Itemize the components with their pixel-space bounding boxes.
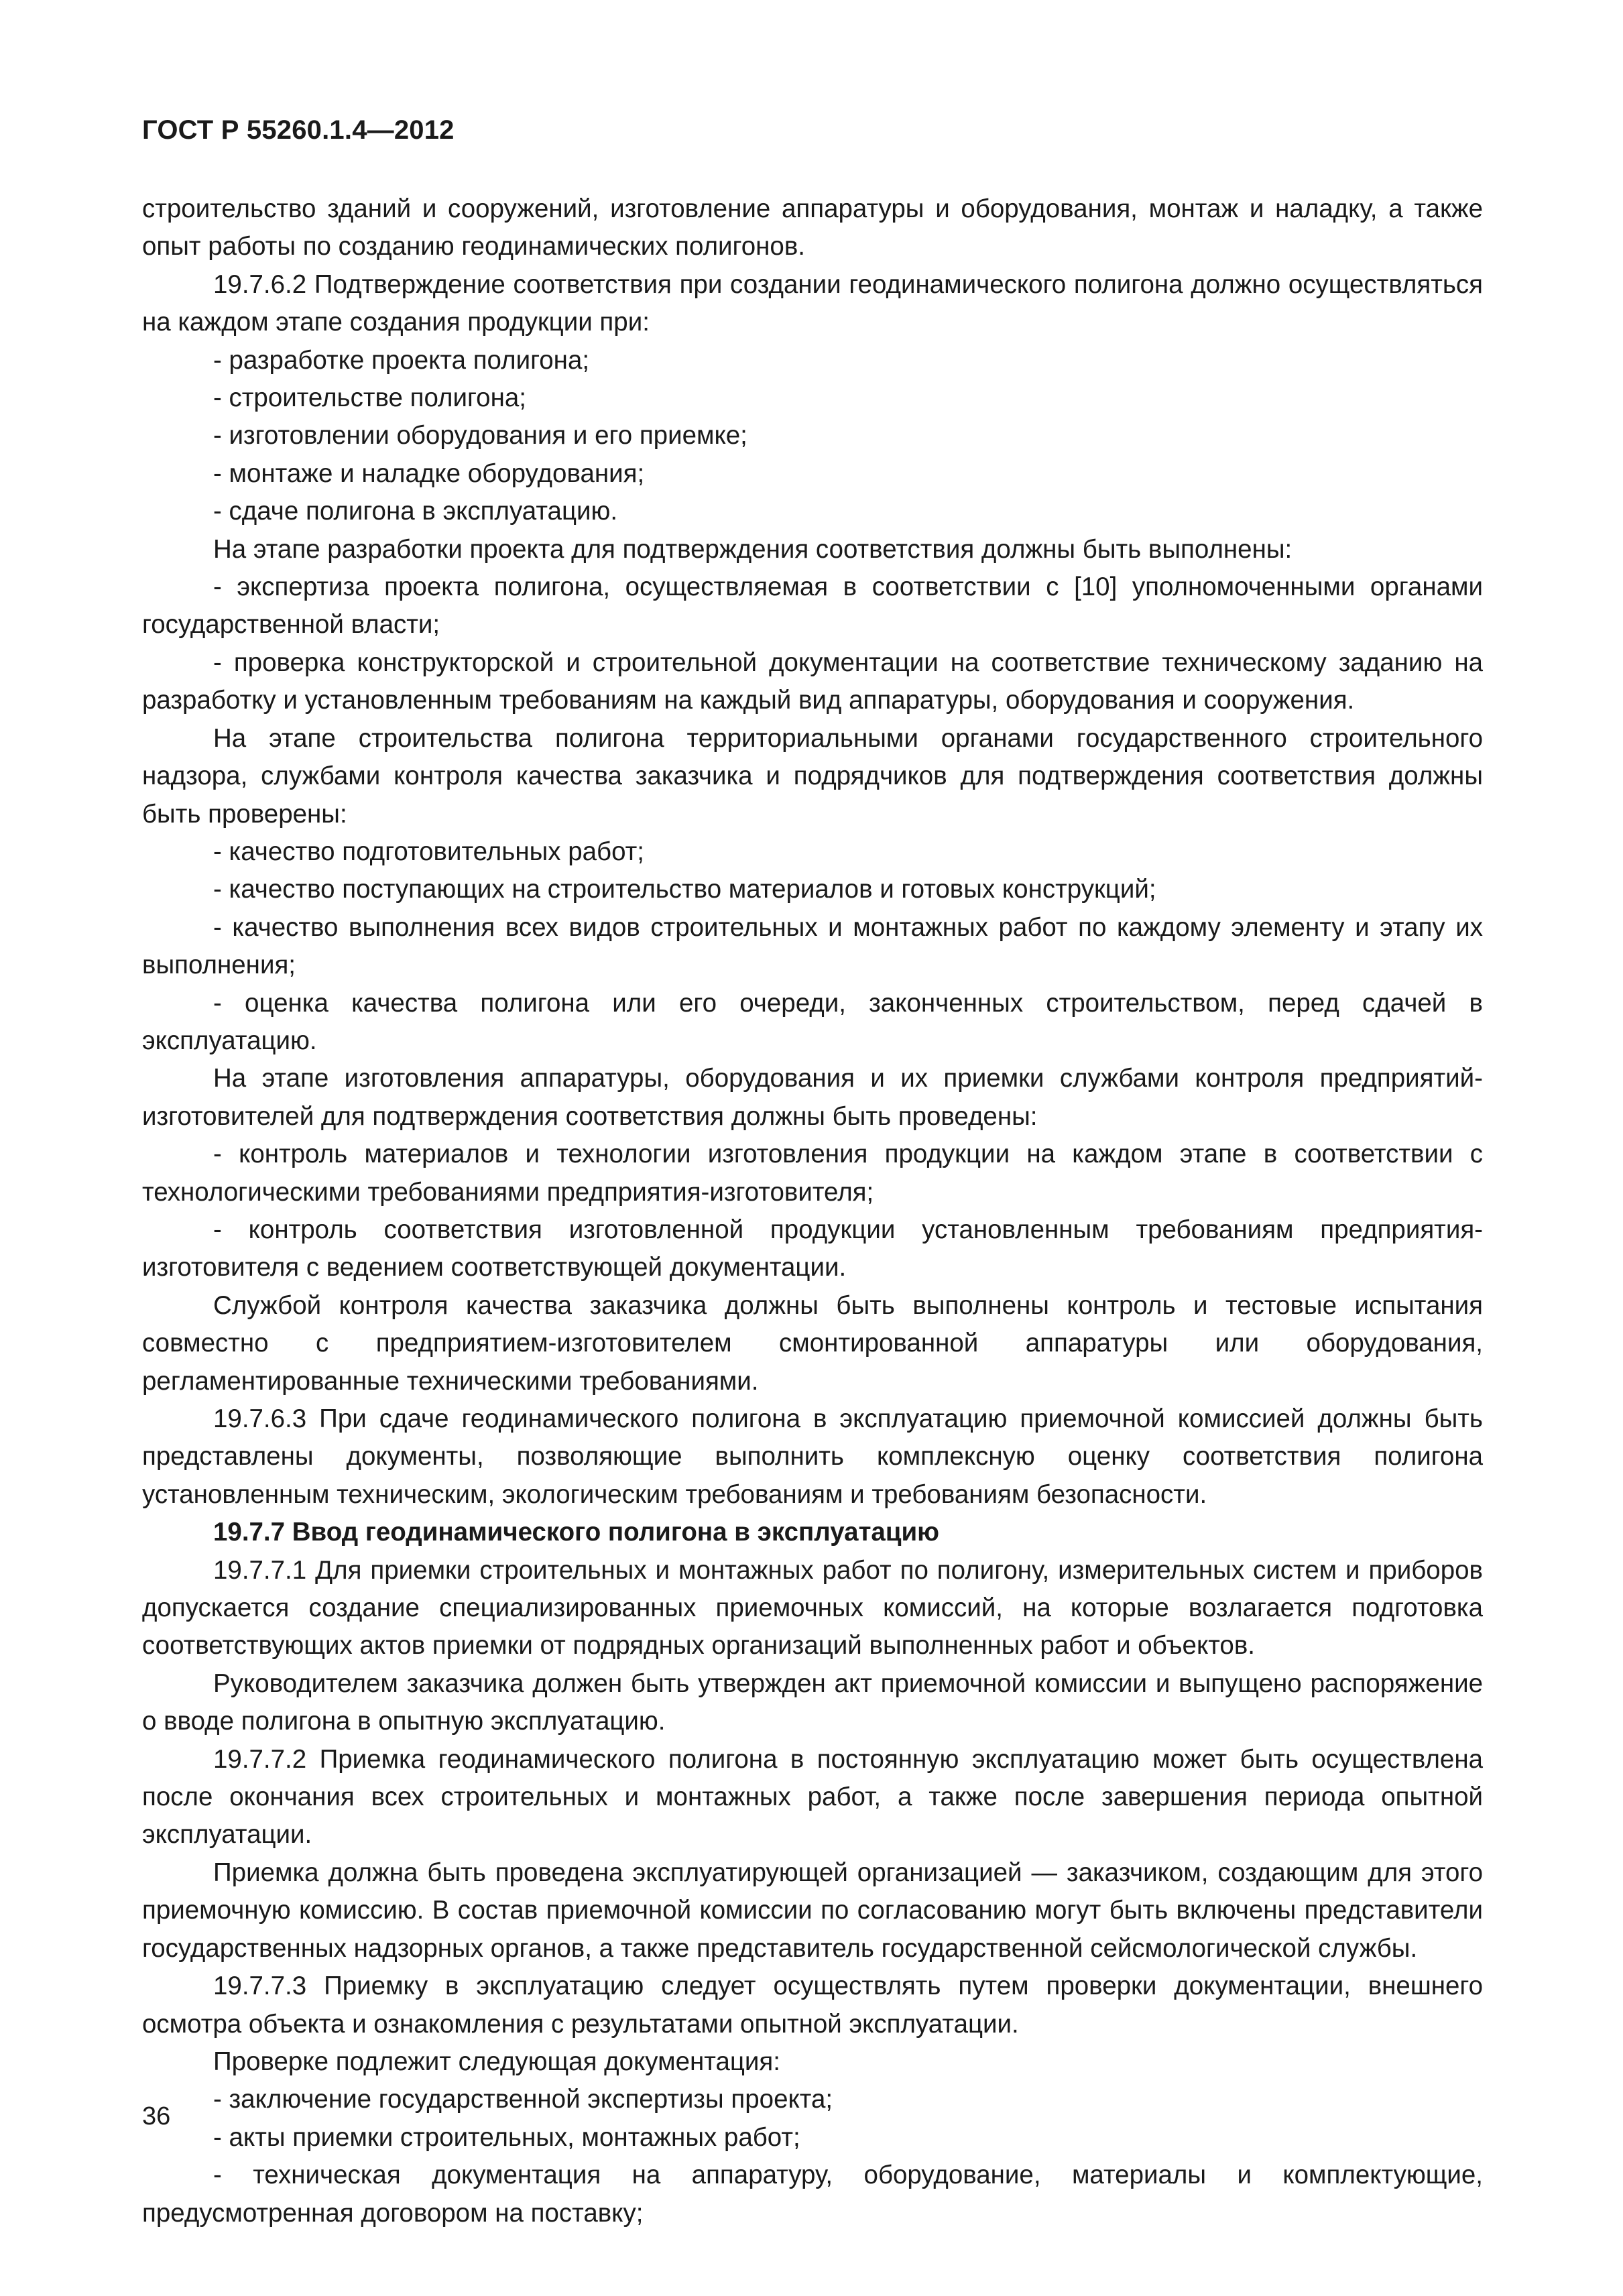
list-item: - качество подготовительных работ; [213, 837, 644, 866]
paragraph: 19.7.7.2 Приемка геодинамического полигона в постоянную эксплуатацию может быть осуществлена после окончания всех строительных и монтажных работ, а также после завершения периода опытной эксплуатации. [142, 1744, 1483, 1850]
paragraph: На этапе строительства полигона территориальными органами государственного строительного надзора, службами контроля качества заказчика и подрядчиков для подтверждения соответствия должны быть проверены: [142, 723, 1483, 829]
paragraph: 19.7.7.1 Для приемки строительных и монтажных работ по полигону, измерительных систем и приборов допускается создание специализированных приемочных комиссий, на которые возлагается подготовка соответствующих актов приемки от подрядных организаций выполненных работ и объектов. [142, 1555, 1483, 1660]
section-heading: 19.7.7 Ввод геодинамического полигона в эксплуатацию [213, 1518, 940, 1547]
list-item: - контроль материалов и технологии изготовления продукции на каждом этапе в соответствии с технологическими требованиями предприятия-изготовителя; [142, 1140, 1483, 1207]
paragraph: 19.7.6.3 При сдаче геодинамического полигона в эксплуатацию приемочной комиссией должны быть представлены документы, позволяющие выполнить комплексную оценку соответствия полигона установленным техническим, экологическим требованиям и требованиям безопасности. [142, 1404, 1483, 1509]
list-item: - сдаче полигона в эксплуатацию. [213, 497, 618, 526]
paragraph: Проверке подлежит следующая документация: [213, 2047, 780, 2076]
page-number: 36 [142, 2102, 171, 2130]
list-item: - изготовлении оборудования и его приемке; [213, 421, 747, 450]
paragraph: На этапе изготовления аппаратуры, оборудования и их приемки службами контроля предприятий-изготовителей для подтверждения соответствия должны быть проведены: [142, 1064, 1483, 1131]
list-item: - монтаже и наладке оборудования; [213, 459, 645, 488]
list-item: - качество поступающих на строительство материалов и готовых конструкций; [213, 875, 1156, 904]
document-body [142, 190, 1483, 2232]
paragraph: Службой контроля качества заказчика должны быть выполнены контроль и тестовые испытания совместно с предприятием-изготовителем смонтированной аппаратуры или оборудования, регламентированные техническими требованиями. [142, 1290, 1483, 1396]
list-item: - оценка качества полигона или его очереди, законченных строительством, перед сдачей в эксплуатацию. [142, 988, 1483, 1055]
list-item: - разработке проекта полигона; [213, 345, 590, 375]
paragraph: строительство зданий и сооружений, изготовление аппаратуры и оборудования, монтаж и наладку, а также опыт работы по созданию геодинамических полигонов. [142, 194, 1483, 261]
list-item: - контроль соответствия изготовленной продукции установленным требованиям предприятия-изготовителя с ведением соответствующей документации. [142, 1215, 1483, 1282]
list-item: - проверка конструкторской и строительной документации на соответствие техническому заданию на разработку и установленным требованиям на каждый вид аппаратуры, оборудования и сооружения. [142, 648, 1483, 715]
list-item: - экспертиза проекта полигона, осуществляемая в соответствии с [10] уполномоченными органами государственной власти; [142, 572, 1483, 640]
list-item: - качество выполнения всех видов строительных и монтажных работ по каждому элементу и этапу их выполнения; [142, 912, 1483, 980]
paragraph: 19.7.6.2 Подтверждение соответствия при создании геодинамического полигона должно осуществляться на каждом этапе создания продукции при: [142, 269, 1483, 337]
list-item: - строительстве полигона; [213, 383, 526, 413]
paragraph: На этапе разработки проекта для подтверждения соответствия должны быть выполнены: [213, 534, 1293, 564]
list-item: - техническая документация на аппаратуру, оборудование, материалы и комплектующие, предусмотренная договором на поставку; [142, 2161, 1483, 2228]
list-item: - заключение государственной экспертизы проекта; [213, 2085, 833, 2114]
list-item: - акты приемки строительных, монтажных работ; [213, 2122, 800, 2152]
paragraph: Руководителем заказчика должен быть утвержден акт приемочной комиссии и выпущено распоряжение о вводе полигона в опытную эксплуатацию. [142, 1669, 1483, 1736]
paragraph: 19.7.7.3 Приемку в эксплуатацию следует осуществлять путем проверки документации, внешнего осмотра объекта и ознакомления с результатами опытной эксплуатации. [142, 1972, 1483, 2039]
paragraph: Приемка должна быть проведена эксплуатирующей организацией — заказчиком, создающим для этого приемочную комиссию. В состав приемочной комиссии по согласованию могут быть включены представители государственных надзорных органов, а также представитель государственной сейсмологической службы. [142, 1858, 1483, 1963]
document-header: ГОСТ Р 55260.1.4—2012 [142, 115, 455, 145]
